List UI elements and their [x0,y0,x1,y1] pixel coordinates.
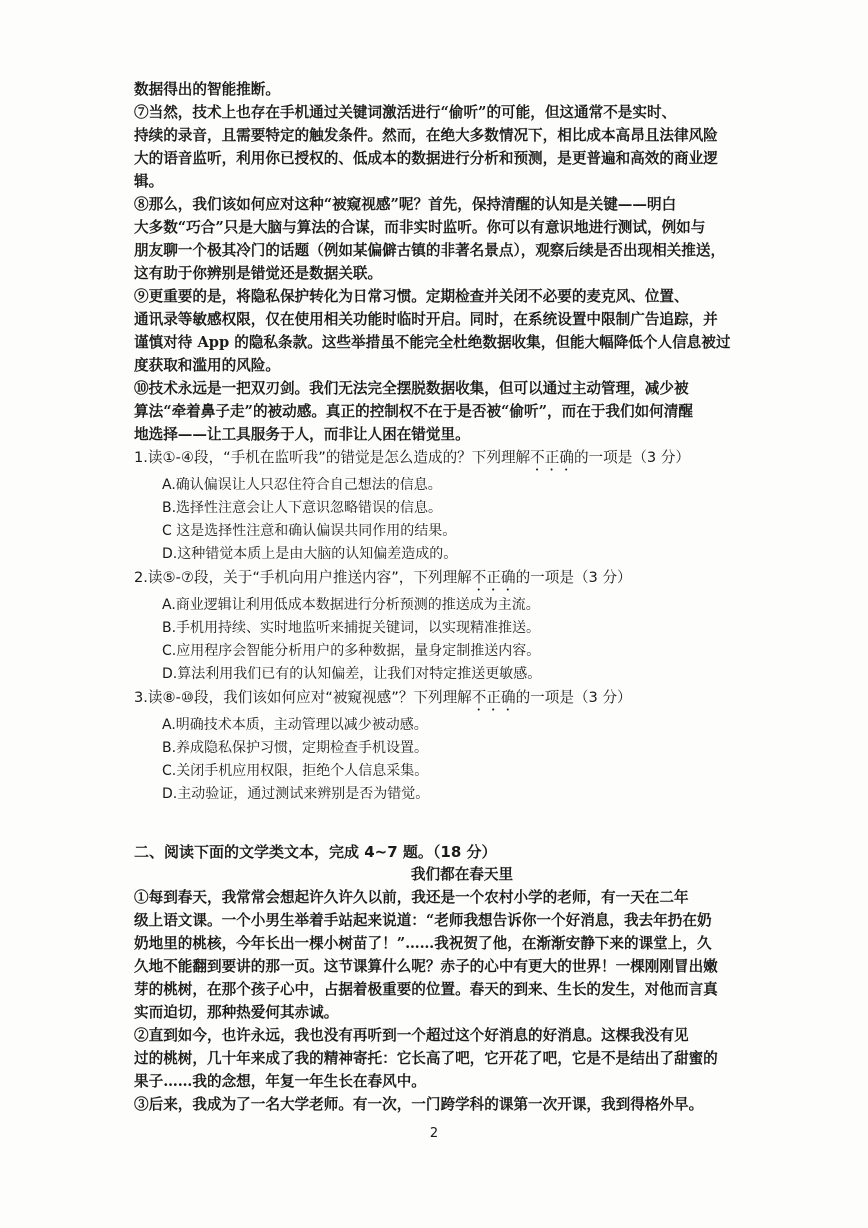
passage-line: 度获取和滥用的风险。 [134,357,280,374]
question-text: 的一项是（3 分） [515,689,632,706]
story-line: 级上语文课。一个小男生举着手站起来说道：“老师我想告诉你一个好消息，我去年扔在奶 [134,912,712,929]
answer-option: D.算法利用我们已有的认知偏差，让我们对特定推送更敏感。 [162,666,542,682]
question-stem [134,686,750,714]
answer-option: A.商业逻辑让利用低成本数据进行分析预测的推送成为主流。 [162,597,540,613]
passage-line: ⑩技术永远是一把双刃剑。我们无法完全摆脱数据收集，但可以通过主动管理，减少被 [134,380,689,397]
question-list [134,446,750,806]
passage-line: 持续的录音，且需要特定的触发条件。然而，在绝大多数情况下，相比成本高昂且法律风险 [134,127,718,144]
passage-line: 辑。 [134,173,164,190]
passage-section [134,78,750,446]
passage-line: 数据得出的智能推断。 [134,81,280,98]
answer-option: A.确认偏误让人只忍住符合自己想法的信息。 [162,477,442,493]
question-emphasis: 不正确 [471,569,516,586]
answer-option: A.明确技术本质，主动管理以减少被动感。 [162,717,428,733]
passage-line: 朋友聊一个极其冷门的话题（例如某偏僻古镇的非著名景点），观察后续是否出现相关推送， [134,242,726,259]
story-text [134,886,750,1116]
story-line: ③后来，我成为了一名大学老师。有一次，一门跨学科的课第一次开课，我到得格外早。 [134,1096,704,1113]
story-line: 奶地里的桃核，今年长出一棵小树苗了！”……我祝贺了他，在渐渐安静下来的课堂上，久 [134,935,712,952]
question-text: 3.读⑧-⑩段，我们该如何应对“被窥视感”？下列理解 [134,689,472,706]
question-emphasis: 不正确 [530,449,574,466]
section-heading: 二、阅读下面的文学类文本，完成 4~7 题。（18 分） [134,843,497,861]
question-text: 的一项是（3 分） [573,449,691,466]
passage-line: 大的语音监听，利用你已授权的、低成本的数据进行分析和预测，是更普遍和高效的商业逻 [134,150,718,167]
question-stem [134,446,750,474]
answer-option: D.主动验证，通过测试来辨别是否为错觉。 [162,786,430,802]
answer-option: B.手机用持续、实时地监听来捕捉关键词，以实现精准推送。 [162,620,541,636]
story-line: 果子……我的念想，年复一年生长在春风中。 [134,1073,426,1090]
passage-line: ⑦当然，技术上也存在手机通过关键词激活进行“偷听”的可能，但这通常不是实时、 [134,104,677,121]
passage-line: 谨慎对待 App 的隐私条款。这些举措虽不能完全杜绝数据收集，但能大幅降低个人信息被过 [134,334,731,351]
answer-option: C.关闭手机应用权限，拒绝个人信息采集。 [162,763,429,779]
question-text: 2.读⑤-⑦段，关于“手机向用户推送内容”，下列理解 [134,569,472,586]
question-emphasis: 不正确 [471,689,516,706]
passage-line: 通讯录等敏感权限，仅在使用相关功能时临时开启。同时，在系统设置中限制广告追踪，并 [134,311,718,328]
answer-option: B.选择性注意会让人下意识忽略错误的信息。 [162,500,443,516]
question-text: 1.读①-④段，“手机在监听我”的错觉是怎么造成的？下列理解 [134,449,531,466]
story-line: ①每到春天，我常常会想起许久许久以前，我还是一个农村小学的老师，有一天在二年 [134,889,689,906]
page-number: 2 [429,1126,439,1141]
passage-line: ⑧那么，我们该如何应对这种“被窥视感”呢？首先，保持清醒的认知是关键——明白 [134,196,677,213]
answer-option: D.这种错觉本质上是由大脑的认知偏差造成的。 [162,546,458,562]
story-title: 我们都在春天里 [410,866,514,883]
story-line: 久地不能翻到要讲的那一页。这节课算什么呢？赤子的心中有更大的世界！一棵刚刚冒出嫩 [134,958,718,975]
answer-option: B.养成隐私保护习惯，定期检查手机设置。 [162,740,429,756]
story-line: 实而迫切，那种热爱何其赤诚。 [134,1004,339,1021]
story-line: 过的桃树，几十年来成了我的精神寄托：它长高了吧，它开花了吧，它是不是结出了甜蜜的 [134,1050,718,1067]
question-stem [134,566,750,594]
passage-line: ⑨更重要的是，将隐私保护转化为日常习惯。定期检查并关闭不必要的麦克风、位置、 [134,288,689,305]
passage-line: 算法“牵着鼻子走”的被动感。真正的控制权不在于是否被“偷听”，而在于我们如何清醒 [134,403,693,420]
passage-line: 地选择——让工具服务于人，而非让人困在错觉里。 [134,426,470,443]
story-line: ②直到如今，也许永远，我也没有再听到一个超过这个好消息的好消息。这棵我没有见 [134,1027,689,1044]
passage-line: 这有助于你辨别是错觉还是数据关联。 [134,265,383,282]
question-text: 的一项是（3 分） [515,569,632,586]
story-line: 芽的桃树，在那个孩子心中，占据着极重要的位置。春天的到来、生长的发生，对他而言真 [134,981,718,998]
answer-option: C.应用程序会智能分析用户的多种数据，量身定制推送内容。 [162,643,541,659]
passage-line: 大多数“巧合”只是大脑与算法的合谋，而非实时监听。你可以有意识地进行测试，例如与 [134,219,706,236]
answer-option: C 这是选择性注意和确认偏误共同作用的结果。 [162,523,457,539]
